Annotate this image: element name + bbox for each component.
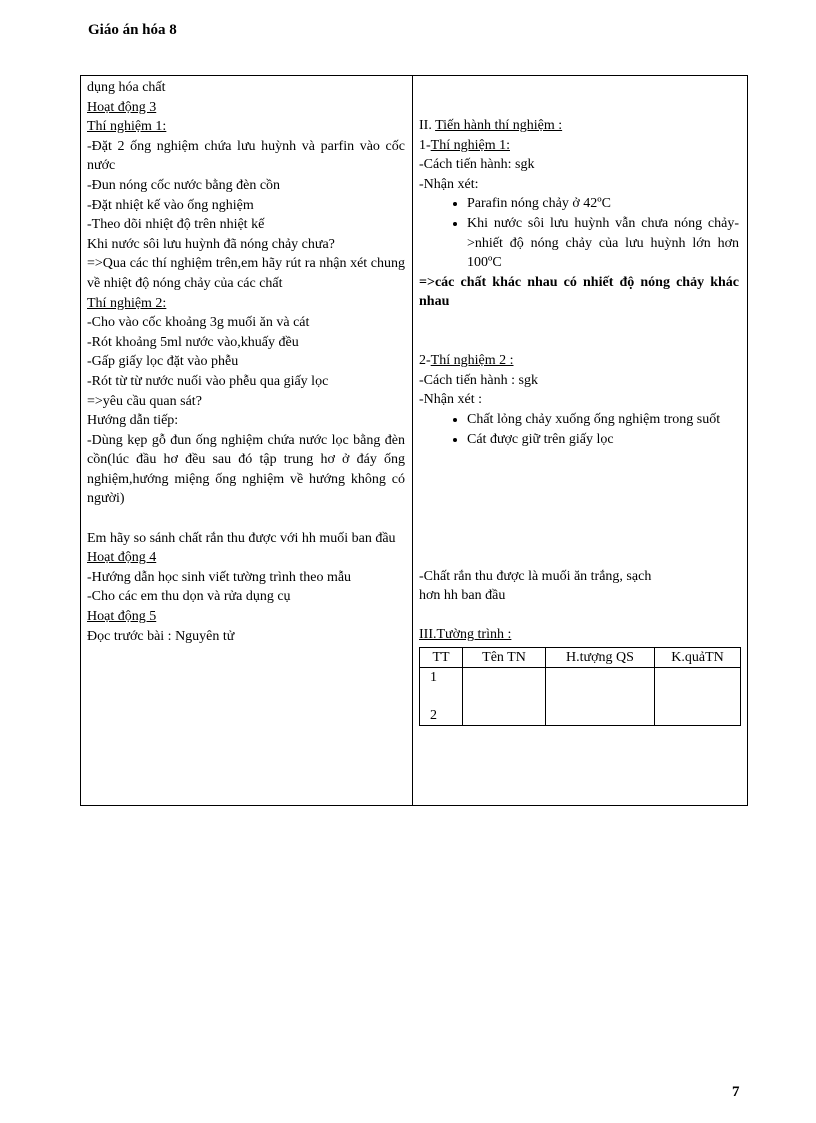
spacer xyxy=(419,332,739,352)
spacer xyxy=(419,527,739,547)
activity-heading: Hoạt động 4 xyxy=(87,550,157,566)
table-cell xyxy=(420,668,463,726)
text-line: -Hướng dẫn học sinh viết tường trình theo mẫu xyxy=(87,569,352,585)
text-line: -Gấp giấy lọc đặt vào phễu xyxy=(87,354,239,370)
list-item: • Chất lỏng chảy xuống ống nghiệm trong suốt xyxy=(467,410,739,430)
page-number: 7 xyxy=(732,1084,740,1100)
text-line: -Cách tiến hành: sgk xyxy=(419,157,535,173)
text-line: dụng hóa chất xyxy=(87,80,166,95)
list-item: • Parafin nóng chảy ở 42ºC xyxy=(467,194,739,214)
spacer xyxy=(419,606,739,626)
lesson-table xyxy=(80,75,748,806)
text-line: -Cho vào cốc khoảng 3g muối ăn và cát xyxy=(87,315,310,331)
experiment-title: Thí nghiệm 2 : xyxy=(430,353,514,369)
text-line: -Rót từ từ nước nuối vào phễu qua giấy lọc xyxy=(87,373,329,389)
text-line: -Chất rắn thu được là muối ăn trắng, sạch xyxy=(419,568,652,584)
spacer xyxy=(419,449,739,469)
student-content-column xyxy=(419,116,739,726)
spacer xyxy=(419,312,739,332)
table-row xyxy=(420,668,741,726)
spacer xyxy=(419,547,739,567)
column-header: K.quảTN xyxy=(655,648,741,668)
activity-heading: Hoạt động 5 xyxy=(87,609,157,625)
column-header: H.tượng QS xyxy=(546,648,655,668)
observation-list xyxy=(419,410,739,449)
observation-list xyxy=(419,194,739,272)
text-line: -Dùng kẹp gỗ đun ống nghiệm chứa nước lọc bằng đèn cồn(lúc đầu hơ đều sau đó tập trung hơ ở đáy ống nghiệm,hướng miệng ống nghiệm về hướng không có người) xyxy=(87,432,405,507)
spacer xyxy=(87,509,405,529)
row-number: 2 xyxy=(430,708,437,724)
text-line: -Đặt nhiệt kế vào ống nghiệm xyxy=(87,197,254,213)
experiment-title: Thí nghiệm 1: xyxy=(430,137,510,153)
column-header: TT xyxy=(420,648,463,668)
text-line: Hướng dẫn tiếp: xyxy=(87,413,179,429)
text-line: -Đun nóng cốc nước bằng đèn cồn xyxy=(87,177,281,193)
teacher-activities-column xyxy=(87,78,405,646)
text-line: hơn hh ban đầu xyxy=(419,588,506,604)
report-table xyxy=(419,647,741,726)
conclusion-text: =>các chất khác nhau có nhiết độ nóng chảy khác nhau xyxy=(419,274,739,310)
experiment-heading xyxy=(419,136,739,156)
table-cell xyxy=(463,668,546,726)
text-line: -Rót khoảng 5ml nước vào,khuấy đều xyxy=(87,334,299,350)
table-header-row xyxy=(420,648,741,668)
experiment-heading: Thí nghiệm 1: xyxy=(87,119,167,135)
row-number: 1 xyxy=(430,670,437,686)
text-line: Em hãy so sánh chất rắn thu được với hh muối ban đầu xyxy=(87,530,396,546)
text-line: -Cách tiến hành : sgk xyxy=(419,372,538,388)
table-cell xyxy=(546,668,655,726)
question-line: Khi nước sôi lưu huỳnh đã nóng chảy chưa? xyxy=(87,236,335,252)
spacer xyxy=(419,488,739,508)
column-header: Tên TN xyxy=(463,648,546,668)
spacer xyxy=(419,508,739,528)
experiment-number: 2- xyxy=(419,353,431,369)
section-title: III.Tường trình : xyxy=(419,627,512,643)
text-line: Đọc trước bài : Nguyên tử xyxy=(87,628,235,644)
section-title: Tiến hành thí nghiệm : xyxy=(435,118,563,133)
text-line: =>Qua các thí nghiệm trên,em hãy rút ra nhận xét chung về nhiệt độ nóng chảy của các chất xyxy=(87,256,405,291)
list-item: • Cát được giữ trên giấy lọc xyxy=(467,430,739,450)
document-header: Giáo án hóa 8 xyxy=(88,22,177,38)
text-line: -Theo dõi nhiệt độ trên nhiệt kế xyxy=(87,217,265,233)
text-line: -Nhận xét : xyxy=(419,392,482,408)
list-item: • Khi nước sôi lưu huỳnh vẫn chưa nóng chảy->nhiết độ nóng chảy của lưu huỳnh lớn hơn 100ºC xyxy=(467,214,739,273)
text-line: =>yêu cầu quan sát? xyxy=(87,393,202,409)
text-line: -Đặt 2 ống nghiệm chứa lưu huỳnh và parfin vào cốc nước xyxy=(87,138,405,174)
table-cell xyxy=(655,668,741,726)
experiment-heading xyxy=(419,351,739,371)
section-number: II. xyxy=(419,118,436,133)
spacer xyxy=(419,469,739,489)
experiment-heading: Thí nghiệm 2: xyxy=(87,295,167,311)
experiment-number: 1- xyxy=(419,137,431,153)
text-line: -Nhận xét: xyxy=(419,176,479,192)
section-heading xyxy=(419,116,739,136)
text-line: -Cho các em thu dọn và rửa dụng cụ xyxy=(87,589,291,605)
activity-heading: Hoạt động 3 xyxy=(87,99,157,115)
column-divider xyxy=(412,76,413,805)
